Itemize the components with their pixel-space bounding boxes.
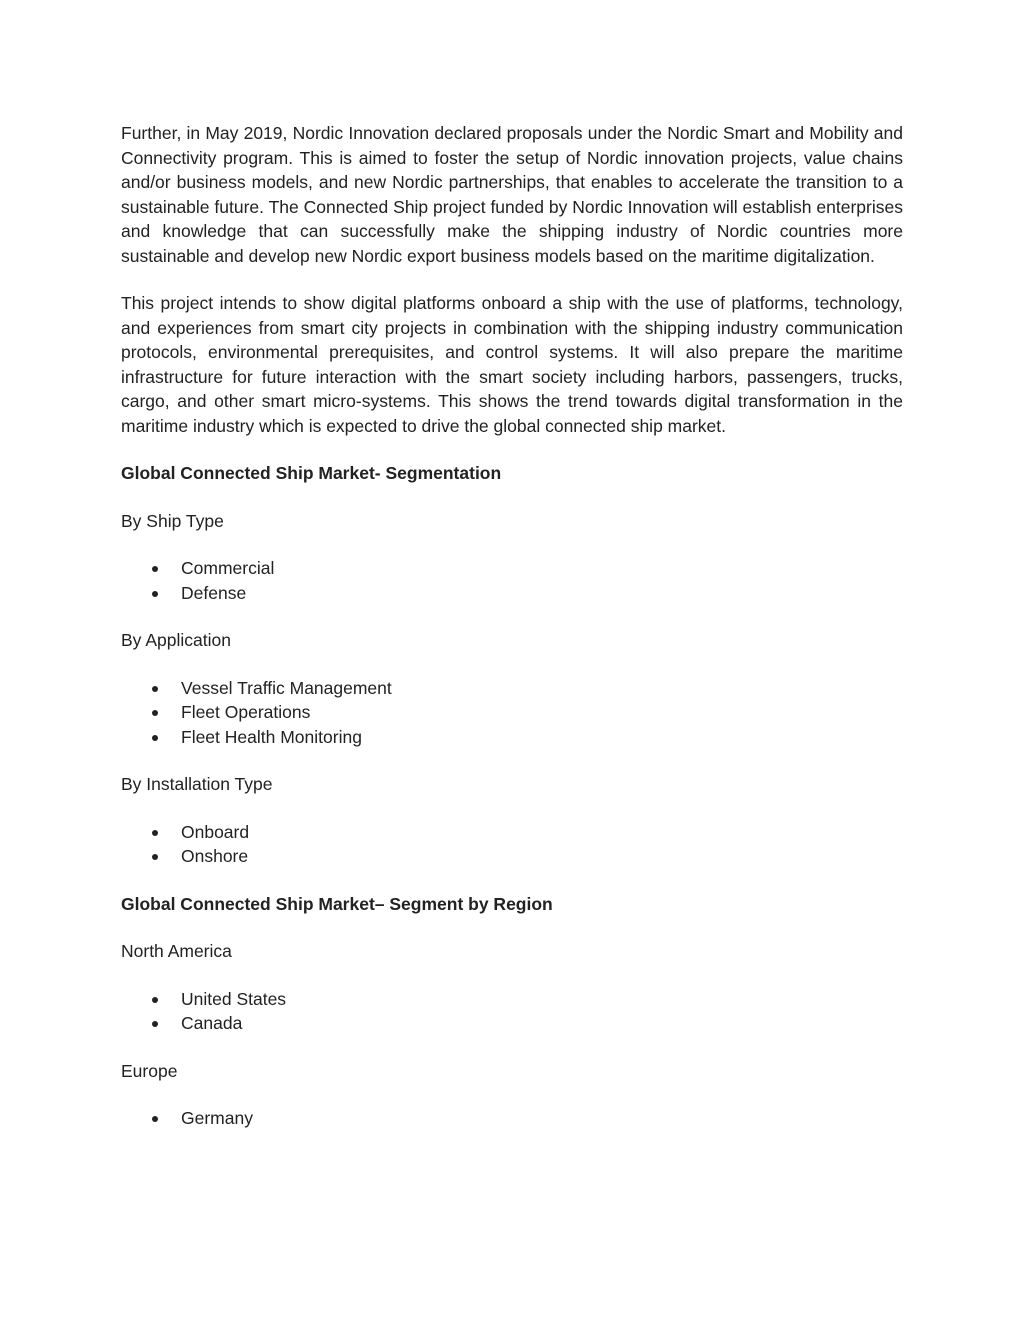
list-item (121, 1011, 903, 1036)
list-item-text: Canada (181, 1013, 243, 1033)
region-heading: Global Connected Ship Market– Segment by Region (121, 893, 553, 914)
list-item (121, 556, 903, 581)
bullet-icon (152, 997, 158, 1003)
list-item (121, 820, 903, 845)
list-item (121, 700, 903, 725)
bullet-icon (152, 710, 158, 716)
list-item-text: Fleet Health Monitoring (181, 726, 362, 747)
list-item (121, 844, 903, 869)
list-item-text: Onboard (181, 821, 250, 842)
list-item-text: Vessel Traffic Management (181, 677, 392, 698)
list-item (121, 987, 903, 1012)
list-item (121, 725, 903, 750)
list-item-text: United States (181, 988, 287, 1009)
installation-type-label: By Installation Type (121, 774, 273, 794)
list-item (121, 676, 903, 701)
bullet-icon (152, 735, 158, 741)
europe-label: Europe (121, 1060, 178, 1081)
bullet-icon (152, 830, 158, 836)
bullet-icon (152, 1021, 158, 1027)
bullet-icon (152, 566, 158, 572)
ship-type-list (121, 556, 903, 605)
segmentation-heading: Global Connected Ship Market- Segmentation (121, 463, 502, 483)
list-item-text: Fleet Operations (181, 702, 311, 722)
bullet-icon (152, 686, 158, 692)
list-item-text: Onshore (181, 846, 249, 866)
application-list (121, 676, 903, 750)
project-paragraph: This project intends to show digital platforms onboard a ship with the use of platforms, technology, and experiences from smart city projects in combination with the shipping industry communication protocols, environmental prerequisites, and control systems. It will also prepare the maritime infrastructure for future interaction with the smart society including harbors, passengers, trucks, cargo, and other smart micro-systems. This shows the trend towards digital transformation in the maritime industry which is expected to drive the global connected ship market. (121, 293, 903, 436)
europe-list (121, 1106, 903, 1131)
list-item-text: Commercial (181, 558, 275, 578)
bullet-icon (152, 1116, 158, 1122)
document-page (121, 121, 903, 1154)
north-america-list (121, 987, 903, 1036)
list-item-text: Defense (181, 582, 247, 603)
application-label: By Application (121, 630, 231, 650)
bullet-icon (152, 591, 158, 597)
north-america-label: North America (121, 941, 232, 961)
ship-type-label: By Ship Type (121, 510, 224, 531)
bullet-icon (152, 854, 158, 860)
list-item-text: Germany (181, 1108, 253, 1128)
list-item (121, 581, 903, 606)
installation-type-list (121, 820, 903, 869)
list-item (121, 1106, 903, 1131)
intro-paragraph: Further, in May 2019, Nordic Innovation declared proposals under the Nordic Smart and Mobility and Connectivity program. This is aimed to foster the setup of Nordic innovation projects, value chains and/or business models, and new Nordic partnerships, that enables to accelerate the transition to a sustainable future. The Connected Ship project funded by Nordic Innovation will establish enterprises and knowledge that can successfully make the shipping industry of Nordic countries more sustainable and develop new Nordic export business models based on the maritime digitalization. (121, 123, 903, 266)
